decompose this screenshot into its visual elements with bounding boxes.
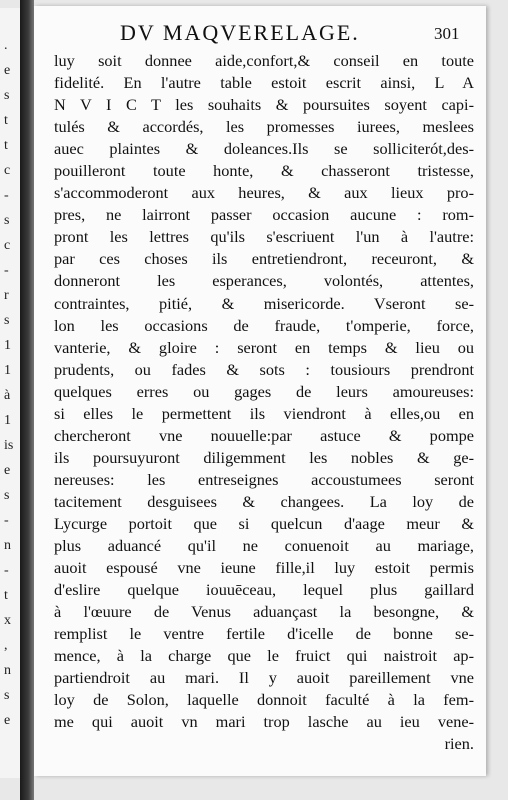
body-text bbox=[54, 50, 474, 756]
text-line: contraintes, pitié, & misericorde. Vseront se- bbox=[54, 293, 474, 313]
text-line: luy soit donnee aide,confort,& conseil en toute bbox=[54, 51, 474, 70]
text-line: quelques erres ou gages de leurs amoureuses: bbox=[54, 381, 474, 401]
text-line: pouilleront toute honte, & chasseront tristesse, bbox=[54, 161, 474, 181]
book-gutter bbox=[20, 0, 34, 800]
facing-page-fragment: - bbox=[4, 263, 9, 278]
text-line: loy de Solon, laquelle donnoit faculté à la fem- bbox=[54, 690, 474, 710]
text-line: auoit espousé vne ieune fille,il luy estoit permis bbox=[54, 558, 474, 578]
text-line: ils poursuyuront diligemment les nobles & ge- bbox=[54, 447, 474, 467]
facing-page-edge bbox=[0, 8, 21, 778]
text-line: plus aduancé qu'il ne conuenoit au mariage, bbox=[54, 536, 474, 556]
facing-page-fragment: à bbox=[4, 388, 11, 403]
facing-page-fragment: , bbox=[4, 638, 8, 653]
facing-page-fragment: s bbox=[4, 213, 10, 228]
text-line: partiendroit au mari. Il y auoit pareillement vne bbox=[54, 668, 474, 688]
text-line: nereuses: les entreseignes accoustumees seront bbox=[54, 469, 474, 489]
facing-page-fragment: e bbox=[4, 463, 11, 478]
text-line: d'eslire quelque iouuēceau, lequel plus gaillard bbox=[54, 580, 474, 600]
facing-page-fragment: t bbox=[4, 588, 8, 603]
facing-page-fragment: r bbox=[4, 288, 9, 303]
facing-page-fragment: x bbox=[4, 613, 11, 628]
facing-page-fragment: t bbox=[4, 113, 8, 128]
facing-page-fragment: 1 bbox=[4, 338, 11, 353]
facing-page-fragment: s bbox=[4, 688, 10, 703]
text-line: chercheront vne nouuelle:par astuce & pompe bbox=[54, 425, 474, 445]
text-line: mence, à la charge que le fruict qui naistroit ap- bbox=[54, 646, 474, 666]
facing-page-fragment: s bbox=[4, 488, 10, 503]
facing-page-fragment: t bbox=[4, 138, 8, 153]
facing-page-fragment: s bbox=[4, 313, 10, 328]
text-line: tacitement desguisees & changees. La loy de bbox=[54, 491, 474, 511]
running-head-title: DV MAQVERELAGE. bbox=[120, 20, 360, 45]
text-line: donneront les esperances, volontés, attentes, bbox=[54, 271, 474, 291]
text-line: auec plaintes & doleances.Ils se solliciterót,des- bbox=[54, 139, 474, 159]
text-line: fidelité. En l'autre table estoit escrit ainsi, L A bbox=[54, 73, 474, 93]
facing-page-fragment: - bbox=[4, 513, 9, 528]
text-line: me qui auoit vn mari trop lasche au ieu vene- bbox=[54, 712, 474, 732]
facing-page-fragment: e bbox=[4, 713, 11, 728]
text-line: par ces choses ils entretiendront, receuront, & bbox=[54, 249, 474, 269]
running-head bbox=[34, 20, 486, 50]
facing-page-fragment: n bbox=[4, 538, 11, 553]
facing-page-fragment: - bbox=[4, 563, 9, 578]
text-line: à l'œuure de Venus aduançast la besongne, & bbox=[54, 602, 474, 622]
facing-page-fragment: c bbox=[4, 163, 11, 178]
facing-page-fragment: . bbox=[4, 38, 8, 53]
text-line: prudents, ou fades & sots : tousiours prendront bbox=[54, 359, 474, 379]
facing-page-fragment: 1 bbox=[4, 413, 11, 428]
text-line: Lycurge portoit que si quelcun d'aage meur & bbox=[54, 513, 474, 533]
text-line: remplist le ventre fertile d'icelle de bonne se- bbox=[54, 624, 474, 644]
facing-page-fragment: s bbox=[4, 88, 10, 103]
facing-page-fragment: n bbox=[4, 663, 11, 678]
facing-page-fragment: e bbox=[4, 63, 11, 78]
facing-page-fragment: 1 bbox=[4, 363, 11, 378]
text-line: vanterie, & gloire : seront en temps & lieu ou bbox=[54, 337, 474, 357]
text-line: rien. bbox=[444, 734, 474, 754]
text-line: si elles le permettent ils viendront à elles,ou en bbox=[54, 403, 474, 423]
facing-page-fragment: - bbox=[4, 188, 9, 203]
text-line: pres, ne lairront passer occasion aucune : rom- bbox=[54, 205, 474, 225]
text-line: lon les occasions de fraude, t'omperie, force, bbox=[54, 315, 474, 335]
facing-page-fragment: c bbox=[4, 238, 11, 253]
text-line: N V I C T les souhaits & poursuites soyent capi- bbox=[54, 95, 474, 115]
text-line: pront les lettres qu'ils s'escriuent l'un à l'autre: bbox=[54, 227, 474, 247]
text-line: s'accommoderont aux heures, & aux lieux pro- bbox=[54, 183, 474, 203]
text-line: tulés & accordés, les promesses iurees, meslees bbox=[54, 117, 474, 137]
book-page bbox=[34, 6, 486, 776]
page-number: 301 bbox=[434, 24, 460, 43]
facing-page-fragment: is bbox=[4, 438, 14, 453]
